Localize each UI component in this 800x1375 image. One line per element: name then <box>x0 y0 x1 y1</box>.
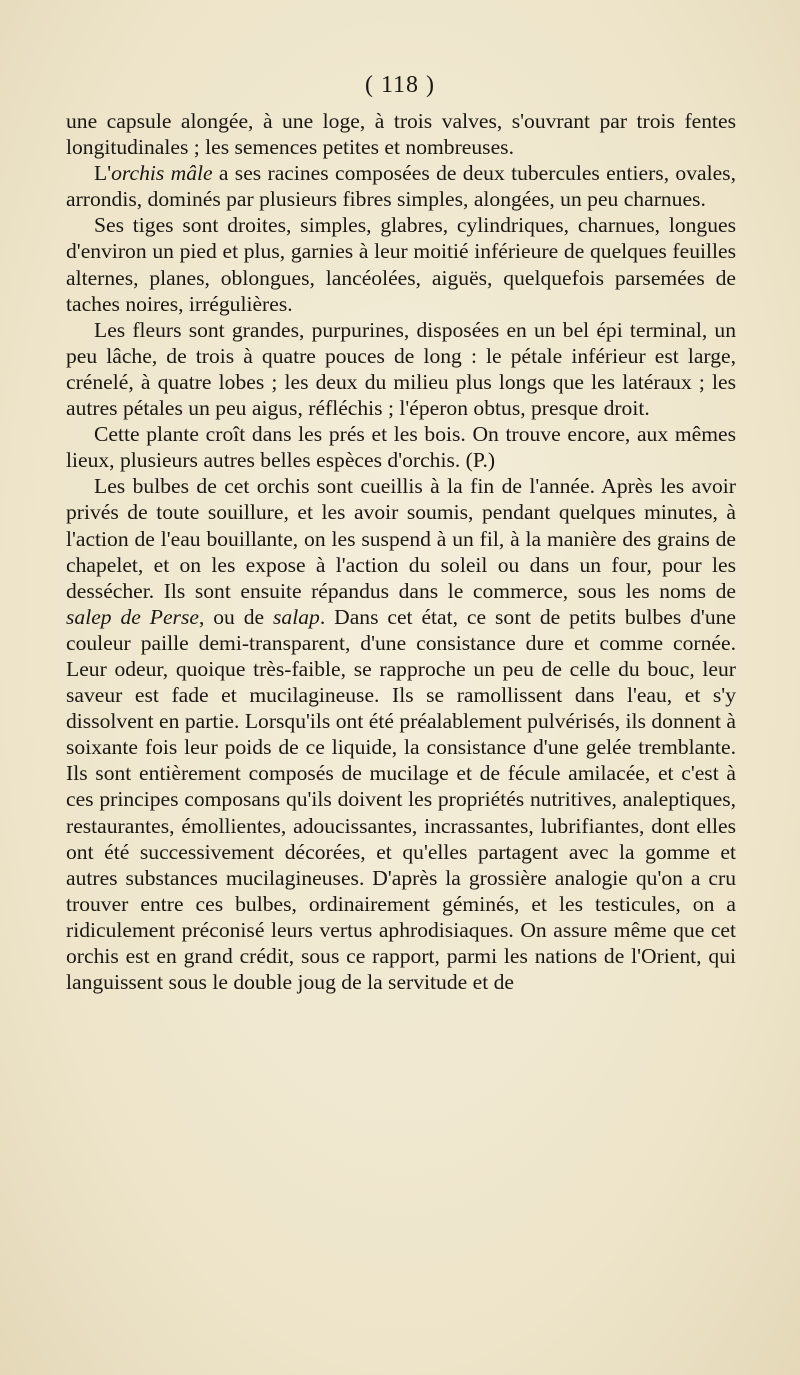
paragraph-racines <box>66 160 736 212</box>
paragraph-fleurs: Les fleurs sont grandes, purpurines, disposées en un bel épi terminal, un peu lâche, de trois à quatre pouces de long : le pétale inférieur est large, crénelé, à quatre lobes ; les deux du milieu plus longs que les latéraux ; les autres pétales un peu aigus, réfléchis ; l'éperon obtus, presque droit. <box>66 317 736 421</box>
text-run: Les bulbes de cet orchis sont cueillis à la fin de l'année. Après les avoir privés de toute souillure, et les avoir soumis, pendant quelques minutes, à l'action de l'eau bouillante, on les suspend à un fil, à la manière des grains de chapelet, et on les expose à l'action du soleil ou dans un four, pour les dessécher. Ils sont ensuite répandus dans le commerce, sous les noms de <box>66 474 736 603</box>
paragraph-tiges: Ses tiges sont droites, simples, glabres, cylindriques, charnues, longues d'environ un pied et plus, garnies à leur moitié inférieure de quelques feuilles alternes, planes, oblongues, lancéolées, aiguës, quelquefois parsemées de taches noires, irrégulières. <box>66 213 736 316</box>
text-run: , ou de <box>198 604 274 629</box>
paragraph-habitat: Cette plante croît dans les prés et les bois. On trouve encore, aux mêmes lieux, plusieurs autres belles espèces d'orchis. (P.) <box>66 422 736 473</box>
italic-term: salap <box>273 604 320 629</box>
paragraph-capsule: une capsule alongée, à une loge, à trois valves, s'ouvrant par trois fentes longitudinales ; les semences petites et nombreuses. <box>66 109 736 160</box>
paragraph-bulbes <box>66 473 736 995</box>
page-body <box>66 108 736 995</box>
text-run: a ses racines composées de deux tubercules entiers, ovales, arrondis, dominés par plusieurs fibres simples, alongées, un peu charnues. <box>66 161 736 212</box>
species-name: orchis mâle <box>111 161 213 186</box>
text-run: L' <box>94 161 112 186</box>
italic-term: salep de Perse <box>66 604 199 629</box>
text-run: . Dans cet état, ce sont de petits bulbes d'une couleur paille demi-transparent, d'une consistance dure et comme cornée. Leur odeur, quoique très-faible, se rapproche un peu de celle du bouc, leur saveur est fade et mucilagineuse. Ils se ramollissent dans l'eau, et s'y dissolvent en partie. Lorsqu'ils ont été préalablement pulvérisés, ils donnent à soixante fois leur poids de ce liquide, la consistance d'une gelée tremblante. Ils sont entièrement composés de mucilage et de fécule amilacée, et c'est à ces principes composans qu'ils doivent les propriétés nutritives, analeptiques, restaurantes, émollientes, adoucissantes, incrassantes, lubrifiantes, dont elles ont été successivement décorées, et qu'elles partagent avec la gomme et autres substances mucilagineuses. D'après la grossière analogie qu'on a cru trouver entre ces bulbes, ordinairement géminés, et les testicules, on a ridiculement préconisé leurs vertus aphrodisiaques. On assure même que cet orchis est en grand crédit, sous ce rapport, parmi les nations de l'Orient, qui languissent sous le double joug de la servitude et de <box>66 604 736 995</box>
page-number: ( 118 ) <box>364 72 436 98</box>
